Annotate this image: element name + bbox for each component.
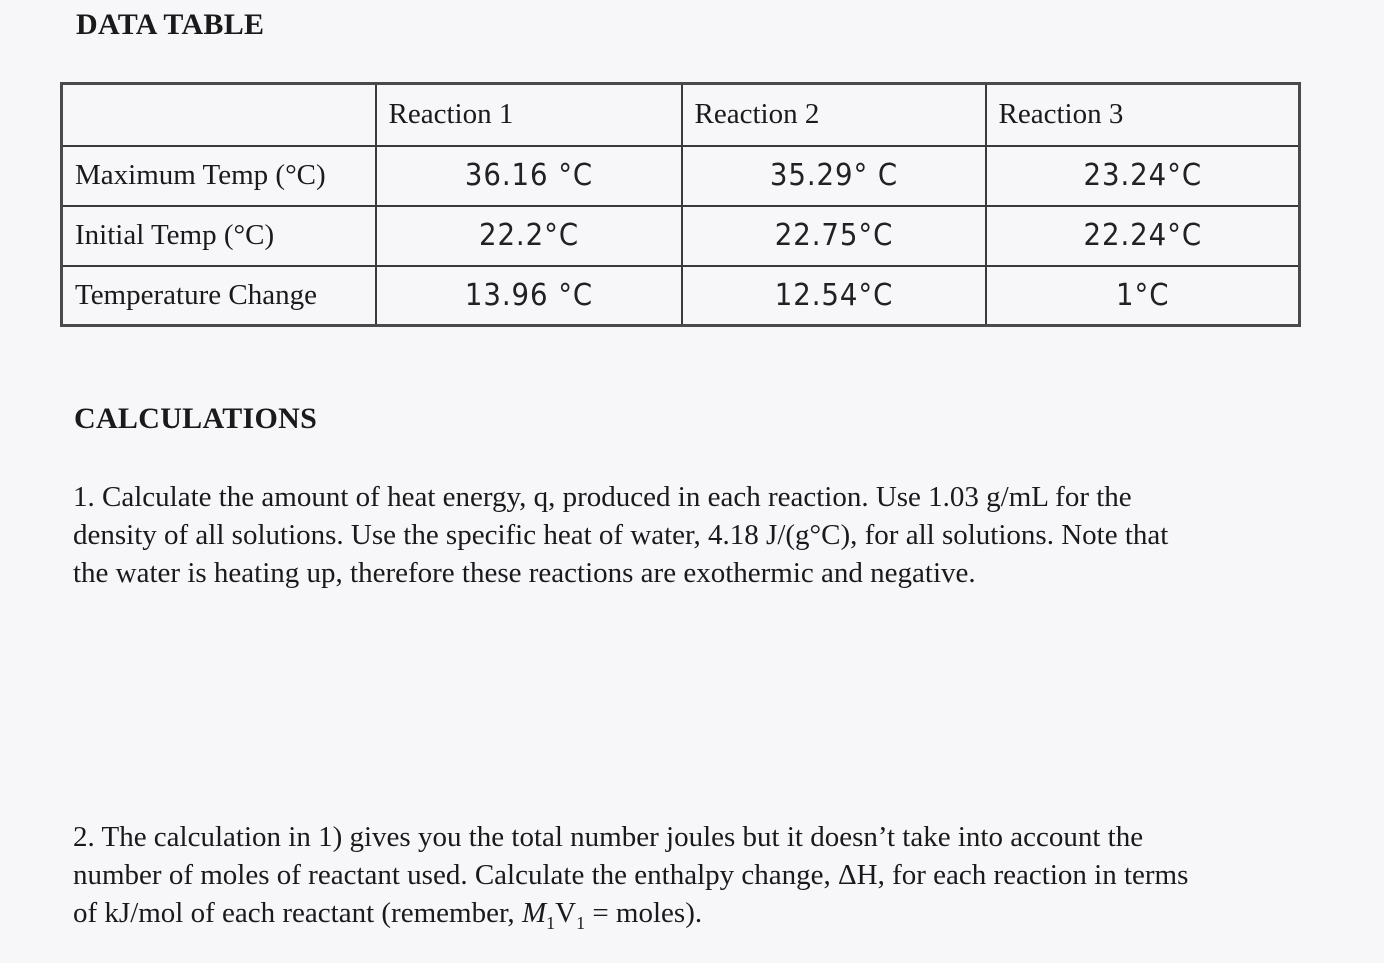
cell-initial-temp-reaction-3: 22.24°C xyxy=(998,206,1287,266)
question-2-line-3-start: of kJ/mol of each reactant (remember, xyxy=(73,897,522,929)
calculations-heading: CALCULATIONS xyxy=(74,402,318,435)
question-2-line-1: 2. The calculation in 1) gives you the total number joules but it doesn’t take into account the xyxy=(73,821,1144,853)
volume-subscript: 1 xyxy=(576,912,586,933)
column-header-reaction-2: Reaction 2 xyxy=(682,84,986,146)
cell-initial-temp-reaction-1: 22.2°C xyxy=(388,206,670,266)
data-table xyxy=(60,82,1301,327)
row-label-initial-temp: Initial Temp (°C) xyxy=(62,206,376,266)
question-2 xyxy=(73,818,1333,942)
question-2-line-2: number of moles of reactant used. Calculate the enthalpy change, ΔH, for each reaction in terms xyxy=(73,859,1189,891)
molarity-subscript: 1 xyxy=(546,912,556,933)
table-row-temperature-change xyxy=(62,266,1300,326)
table-row-initial-temp xyxy=(62,206,1300,266)
question-1-line-2: density of all solutions. Use the specific heat of water, 4.18 J/(g°C), for all solutions. Note that xyxy=(73,519,1169,551)
table-row-maximum-temp xyxy=(62,146,1300,206)
column-header-reaction-3: Reaction 3 xyxy=(986,84,1300,146)
question-2-line-3 xyxy=(73,894,1333,942)
question-1 xyxy=(73,478,1313,592)
molarity-symbol: M xyxy=(521,897,547,929)
cell-temp-change-reaction-3: 1°C xyxy=(998,266,1287,326)
row-label-temperature-change: Temperature Change xyxy=(62,266,376,326)
table-header-row xyxy=(62,84,1300,146)
cell-max-temp-reaction-2: 35.29° C xyxy=(694,146,974,206)
volume-symbol: V xyxy=(555,897,577,929)
question-2-line-3-end: = moles). xyxy=(585,897,703,929)
question-1-line-1: 1. Calculate the amount of heat energy, q, produced in each reaction. Use 1.03 g/mL for the xyxy=(73,481,1132,513)
cell-initial-temp-reaction-2: 22.75°C xyxy=(694,206,974,266)
question-1-line-3: the water is heating up, therefore these reactions are exothermic and negative. xyxy=(73,557,976,589)
cell-max-temp-reaction-1: 36.16 °C xyxy=(388,146,670,206)
column-header-reaction-1: Reaction 1 xyxy=(376,84,682,146)
cell-temp-change-reaction-1: 13.96 °C xyxy=(388,266,670,326)
cell-max-temp-reaction-3: 23.24°C xyxy=(998,146,1287,206)
cell-temp-change-reaction-2: 12.54°C xyxy=(694,266,974,326)
row-label-maximum-temp: Maximum Temp (°C) xyxy=(62,146,376,206)
data-table-heading: DATA TABLE xyxy=(76,8,265,41)
column-header-blank xyxy=(62,84,376,146)
